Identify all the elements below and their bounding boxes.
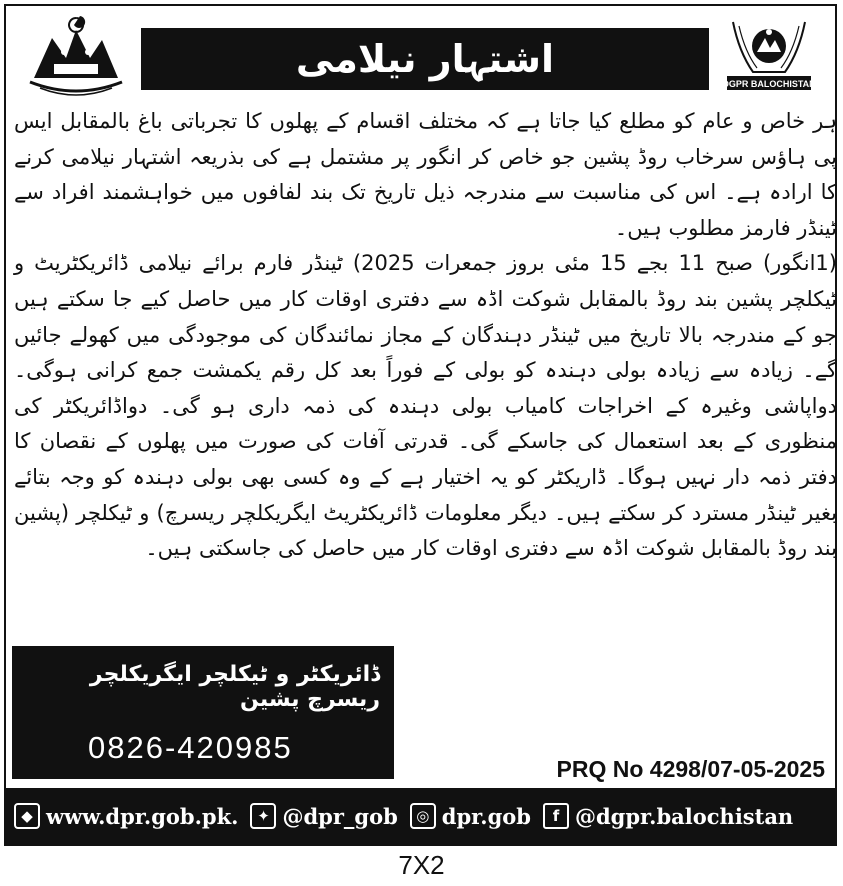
social-twitter-text: @dpr_gob bbox=[282, 803, 398, 829]
social-facebook[interactable] bbox=[543, 803, 793, 829]
social-instagram[interactable] bbox=[410, 803, 531, 829]
contact-phone: 0826-420985 bbox=[88, 730, 293, 765]
social-facebook-text: @dgpr.balochistan bbox=[575, 803, 794, 829]
advertisement-body bbox=[14, 104, 837, 567]
social-bar bbox=[6, 788, 835, 844]
prq-number: PRQ No 4298/07-05-2025 bbox=[556, 756, 825, 782]
body-paragraph-intro: ہر خاص و عام کو مطلع کیا جاتا ہے کہ مختلف اقسام کے پھلوں کا تجرباتی باغ بالمقابل ایس پی ہاؤس سرخاب روڈ پشین جو خاص کر انگور پر مشتمل ہے کی بذریعہ اشتہار نیلامی کرنے کا ارادہ ہے۔ اس کی مناسبت سے مندرجہ ذیل تاریخ تک بند لفافوں میں خواہشمند افراد سے ٹینڈر فارمز مطلوب ہیں۔ bbox=[14, 109, 837, 240]
body-paragraph-details: (1انگور) صبح 11 بجے 15 مئی بروز جمعرات 2025) ٹینڈر فارم برائے نیلامی ڈائریکٹریٹ و ٹیکلچر پشین بند روڈ بالمقابل شوکت اڈہ سے دفتری اوقات کار میں حاصل کیے جا سکتے ہیں جو کے مندرجہ بالا تاریخ میں ٹینڈر دہندگان کے مجاز نمائندگان کی موجودگی میں کھولے جائیں گے۔ زیادہ سے زیادہ بولی دہندہ کو بولی کے فوراً بعد کل رقم یکمشت جمع کرانی ہوگی۔ دواپاشی وغیرہ کے اخراجات کامیاب بولی دہندہ کی ذمہ داری ہو گی۔ دواڈائریکٹر کی منظوری کے بعد استعمال کی جاسکے گی۔ قدرتی آفات کی صورت میں پھلوں کے نقصان کا دفتر ذمہ دار نہیں ہوگا۔ ڈاریکٹر کو یہ اختیار ہے کے وہ کسی بھی بولی دہندہ کو وجہ بتائے بغیر ٹینڈر مسترد کر سکتے ہیں۔ دیگر معلومات ڈائریکٹریٹ ایگریکلچر ریسرچ) و ٹیکلچر (پشین بند روڈ بالمقابل شوکت اڈہ سے دفتری اوقات کار میں حاصل کی جاسکتی ہیں۔ bbox=[14, 251, 837, 561]
advertisement-frame bbox=[4, 4, 837, 846]
twitter-icon: ✦ bbox=[250, 803, 276, 829]
page-title: اشتہار نیلامی bbox=[141, 28, 709, 90]
ad-size-label: 7X2 bbox=[398, 850, 445, 880]
facebook-icon: f bbox=[543, 803, 569, 829]
social-twitter[interactable] bbox=[250, 803, 397, 829]
instagram-icon: ◎ bbox=[410, 803, 436, 829]
balochistan-government-emblem-icon bbox=[20, 12, 132, 98]
contact-office: ڈائریکٹر و ٹیکلچر ایگریکلچر ریسرچ پشین bbox=[89, 662, 380, 712]
dgpr-emblem-icon bbox=[717, 12, 821, 98]
social-website-text: www.dpr.gob.pk. bbox=[46, 803, 239, 829]
social-website[interactable] bbox=[14, 803, 238, 829]
dgpr-logo-icon: ◆ bbox=[14, 803, 40, 829]
dgpr-emblem-text: DGPR BALOCHISTAN bbox=[722, 79, 816, 89]
contact-box bbox=[12, 646, 394, 779]
social-instagram-text: dpr.gob bbox=[441, 803, 531, 829]
